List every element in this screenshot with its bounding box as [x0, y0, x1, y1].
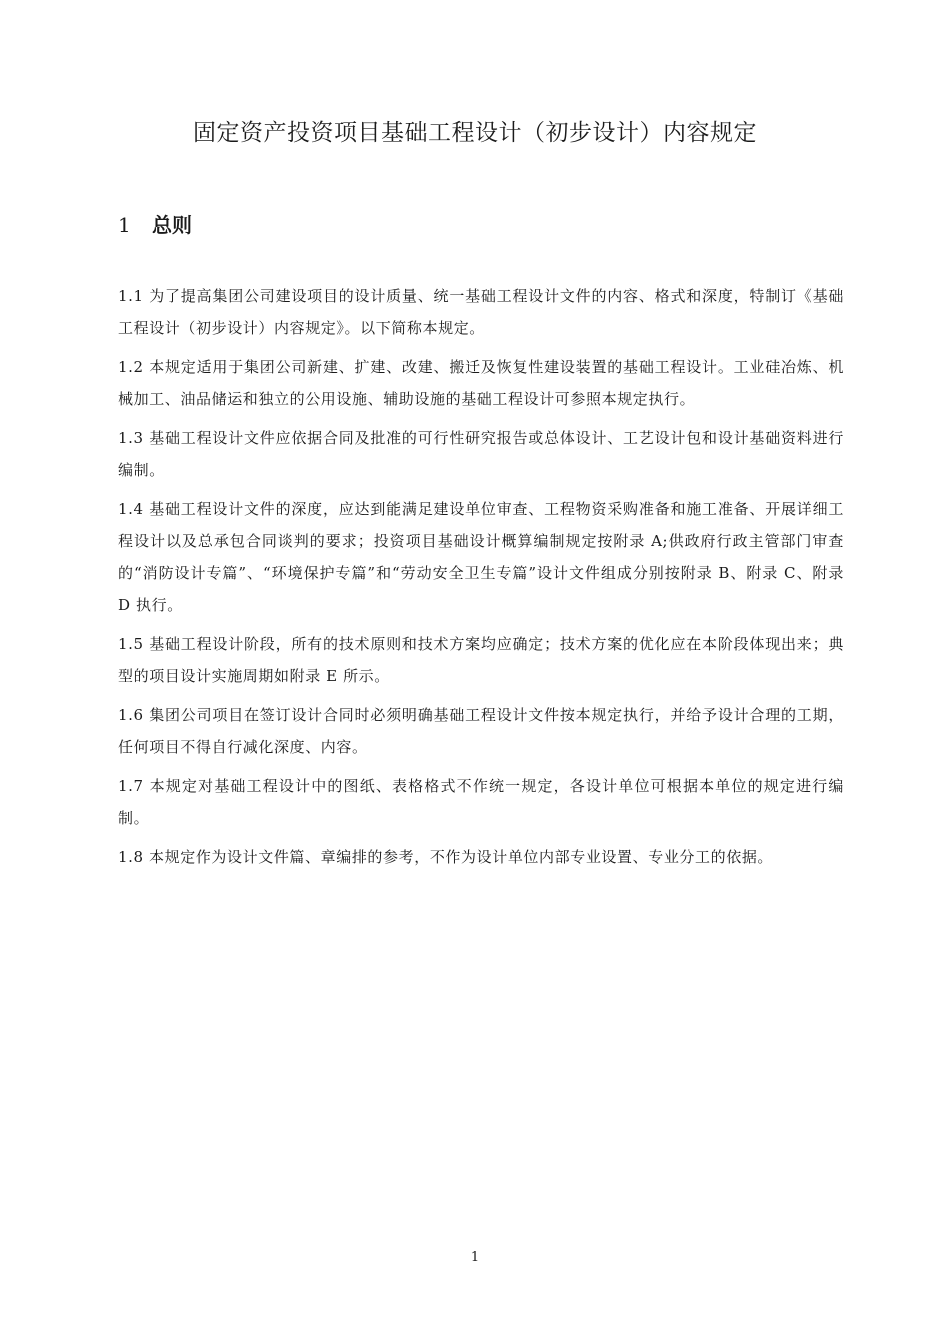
document-title: 固定资产投资项目基础工程设计（初步设计）内容规定 [193, 120, 757, 146]
clause-1-2: 1.2 本规定适用于集团公司新建、扩建、改建、搬迁及恢复性建设装置的基础工程设计。工业硅冶炼、机械加工、油品储运和独立的公用设施、辅助设施的基础工程设计可参照本规定执行。 [118, 358, 844, 408]
clause-list [118, 280, 844, 880]
clause-1-3: 1.3 基础工程设计文件应依据合同及批准的可行性研究报告或总体设计、工艺设计包和设计基础资料进行编制。 [118, 429, 844, 479]
clause-1-8: 1.8 本规定作为设计文件篇、章编排的参考，不作为设计单位内部专业设置、专业分工的依据。 [118, 848, 774, 866]
clause-1-1: 1.1 为了提高集团公司建设项目的设计质量、统一基础工程设计文件的内容、格式和深度，特制订《基础工程设计（初步设计）内容规定》。以下简称本规定。 [118, 287, 844, 337]
clause-1-4: 1.4 基础工程设计文件的深度，应达到能满足建设单位审查、工程物资采购准备和施工准备、开展详细工程设计以及总承包合同谈判的要求；投资项目基础设计概算编制规定按附录 A;供政府行政主管部门审查的“消防设计专篇”、“环境保护专篇”和“劳动安全卫生专篇”设计文件组成分别按附录 B、附录 C、附录 D 执行。 [118, 500, 844, 614]
clause-1-5: 1.5 基础工程设计阶段，所有的技术原则和技术方案均应确定；技术方案的优化应在本阶段体现出来；典型的项目设计实施周期如附录 E 所示。 [118, 635, 844, 685]
section-title: 总则 [152, 213, 192, 237]
section-heading [118, 210, 192, 240]
clause-1-6: 1.6 集团公司项目在签订设计合同时必须明确基础工程设计文件按本规定执行，并给予设计合理的工期，任何项目不得自行减化深度、内容。 [118, 706, 844, 756]
clause-1-7: 1.7 本规定对基础工程设计中的图纸、表格格式不作统一规定，各设计单位可根据本单位的规定进行编制。 [118, 777, 844, 827]
section-number: 1 [118, 213, 131, 237]
page-number: 1 [470, 1250, 480, 1265]
